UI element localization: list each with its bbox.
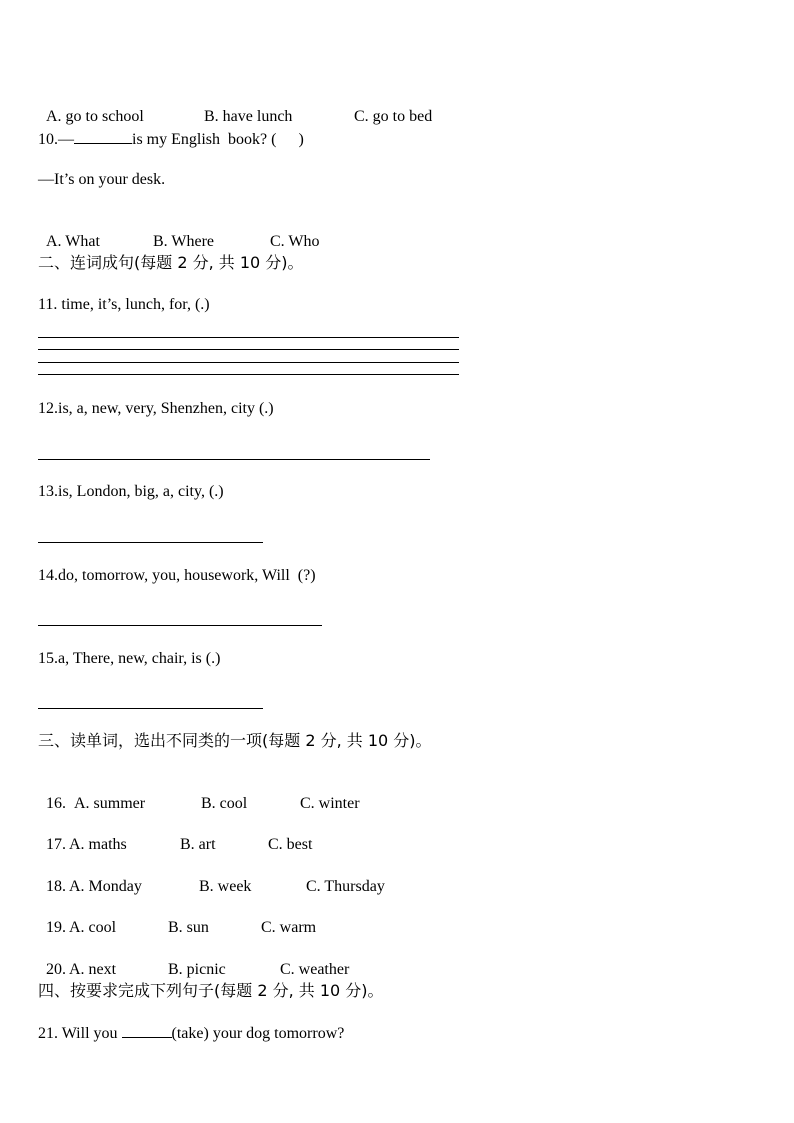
q15-prompt: 15.a, There, new, chair, is (.) [38,650,221,667]
section2-heading: 二、连词成句(每题 2 分, 共 10 分)。 [38,253,304,272]
q20-row [38,940,349,980]
q11-answer-line-4[interactable] [38,374,459,375]
q10-answer-blank[interactable] [74,129,132,144]
q16-option-b: B. cool [201,795,248,812]
q10-number: 10. [38,131,58,148]
q17-row [38,815,312,855]
q10-dash: — [58,131,74,148]
q14-prompt: 14.do, tomorrow, you, housework, Will (?) [38,567,316,584]
q21-text-after: (take) your dog tomorrow? [171,1025,345,1042]
q13-prompt: 13.is, London, big, a, city, (.) [38,483,224,500]
q10-option-a: A. What [46,233,100,250]
q15-answer-line[interactable] [38,708,263,709]
q17-option-a: A. maths [69,836,127,853]
q20-option-c: C. weather [280,961,350,978]
q17-option-c: C. best [268,836,313,853]
q19-option-a: A. cool [69,919,117,936]
q11-answer-line-1[interactable] [38,337,459,338]
q10-close-paren: ) [298,131,304,148]
q19-row [38,898,316,938]
q9-option-c: C. go to bed [354,108,433,125]
section4-heading: 四、按要求完成下列句子(每题 2 分, 共 10 分)。 [38,981,384,1000]
section3-heading: 三、读单词，选出不同类的一项(每题 2 分, 共 10 分)。 [38,731,432,750]
q18-number: 18. [46,878,66,895]
q18-option-c: C. Thursday [306,878,385,895]
q9-option-b: B. have lunch [204,108,293,125]
q11-answer-line-2[interactable] [38,349,459,350]
q14-answer-line[interactable] [38,625,322,626]
q19-option-b: B. sun [168,919,209,936]
q21-answer-blank[interactable] [122,1023,172,1038]
q18-row [38,857,385,897]
q11-prompt: 11. time, it’s, lunch, for, (.) [38,296,210,313]
q18-option-b: B. week [199,878,252,895]
q18-option-a: A. Monday [69,878,142,895]
q16-number: 16. [46,795,70,812]
q20-option-a: A. next [69,961,117,978]
q10-option-b: B. Where [153,233,215,250]
q21-question [38,1023,344,1044]
q10-options [38,212,319,252]
q17-number: 17. [46,836,66,853]
q9-options [38,87,432,127]
q16-option-a: A. summer [74,795,146,812]
q16-option-c: C. winter [300,795,360,812]
q21-text-before: 21. Will you [38,1025,122,1042]
q19-number: 19. [46,919,66,936]
q13-answer-line[interactable] [38,542,263,543]
q10-text: is my English book? ( [132,131,277,148]
q19-option-c: C. warm [261,919,317,936]
q10-question [38,129,304,150]
q17-option-b: B. art [180,836,216,853]
q12-prompt: 12.is, a, new, very, Shenzhen, city (.) [38,400,274,417]
q20-number: 20. [46,961,66,978]
q20-option-b: B. picnic [168,961,226,978]
q10-answer-line: —It’s on your desk. [38,171,166,188]
q9-option-a: A. go to school [46,108,144,125]
q12-answer-line[interactable] [38,459,430,460]
q10-option-c: C. Who [270,233,320,250]
q11-answer-line-3[interactable] [38,362,459,363]
q16-row [38,774,360,814]
